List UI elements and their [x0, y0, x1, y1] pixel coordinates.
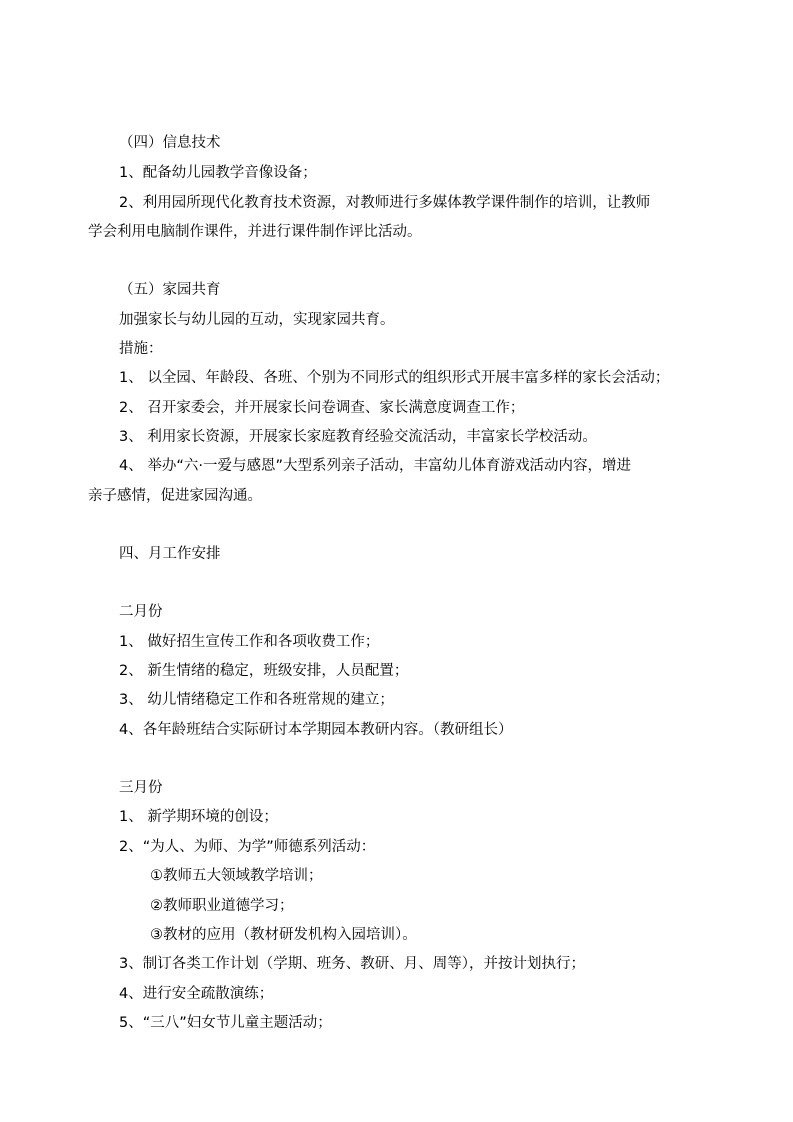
measures-label: 措施：: [119, 341, 163, 357]
february-item-1: 1、 做好招生宣传工作和各项收费工作；: [119, 634, 380, 650]
home-school-item-4: 4、 举办“六·一爱与感恩”大型系列亲子活动，丰富幼儿体育游戏活动内容，增进: [119, 458, 631, 474]
march-heading: 三月份: [119, 780, 163, 796]
home-school-heading: （五）家园共育: [119, 282, 221, 298]
info-tech-heading: （四）信息技术: [119, 135, 221, 151]
february-item-4: 4、各年龄班结合实际研讨本学期园本教研内容。（教研组长）: [119, 722, 513, 738]
march-item-5: 5、“三八”妇女节儿童主题活动；: [119, 1015, 332, 1031]
february-heading: 二月份: [119, 604, 163, 620]
march-sub-item-3: ③教材的应用（教材研发机构入园培训）。: [150, 927, 417, 943]
february-item-3: 3、 幼儿情绪稳定工作和各班常规的建立；: [119, 692, 394, 708]
home-school-item-1: 1、 以全园、年龄段、各班、个别为不同形式的组织形式开展丰富多样的家长会活动；: [119, 370, 670, 386]
march-item-2: 2、“为人、为师、为学”师德系列活动：: [119, 839, 376, 855]
info-tech-item-2: 2、利用园所现代化教育技术资源，对教师进行多媒体教学课件制作的培训，让教师: [119, 195, 651, 211]
monthly-schedule-heading: 四、月工作安排: [119, 546, 221, 562]
march-item-1: 1、 新学期环境的创设；: [119, 809, 278, 825]
home-school-item-2: 2、 召开家委会，并开展家长问卷调查、家长满意度调查工作；: [119, 400, 525, 416]
info-tech-item-2-cont: 学会利用电脑制作课件，并进行课件制作评比活动。: [88, 224, 422, 240]
march-item-3: 3、制订各类工作计划（学期、班务、教研、月、周等），并按计划执行；: [119, 956, 585, 972]
march-item-4: 4、进行安全疏散演练；: [119, 986, 274, 1002]
march-sub-item-1: ①教师五大领域教学培训；: [150, 868, 323, 884]
home-school-item-3: 3、 利用家长资源，开展家长家庭教育经验交流活动，丰富家长学校活动。: [119, 429, 597, 445]
home-school-intro: 加强家长与幼儿园的互动，实现家园共育。: [119, 312, 395, 328]
home-school-item-4-cont: 亲子感情，促进家园沟通。: [88, 488, 262, 504]
info-tech-item-1: 1、配备幼儿园教学音像设备；: [119, 165, 317, 181]
february-item-2: 2、 新生情绪的稳定，班级安排，人员配置；: [119, 663, 409, 679]
march-sub-item-2: ②教师职业道德学习；: [150, 898, 294, 914]
